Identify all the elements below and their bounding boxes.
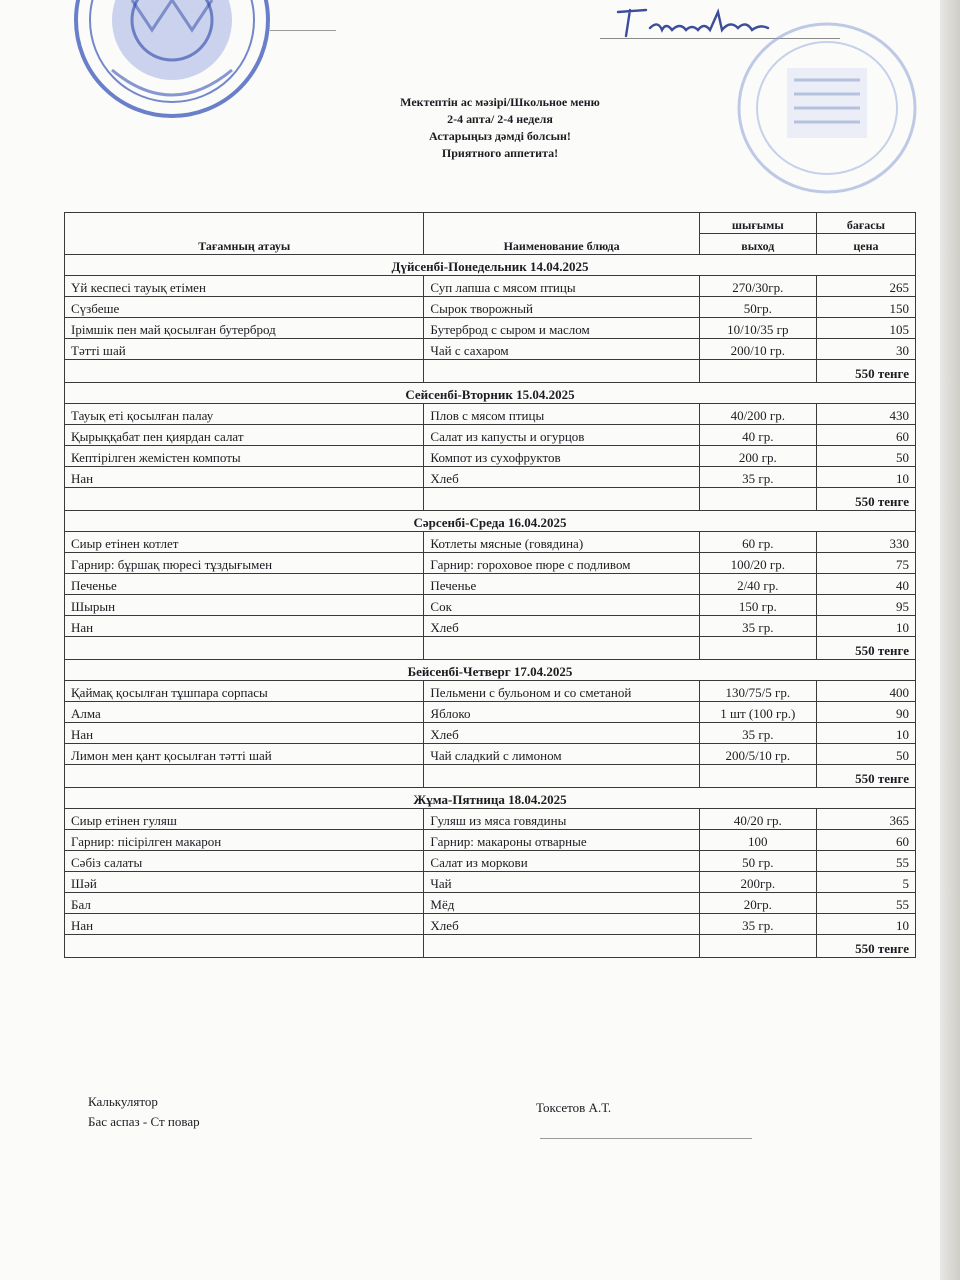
dish-price: 430 [816,404,915,425]
dish-output: 40/200 гр. [699,404,816,425]
dish-name-kz: Нан [65,914,424,935]
dish-output: 20гр. [699,893,816,914]
dish-price: 10 [816,723,915,744]
dish-name-kz: Алма [65,702,424,723]
header-wish-ru: Приятного аппетита! [441,146,559,160]
dish-name-ru: Яблоко [424,702,699,723]
dish-name-kz: Гарнир: пісірілген макарон [65,830,424,851]
dish-name-kz: Тәтті шай [65,339,424,360]
table-row [65,681,916,702]
table-row [65,744,916,765]
table-row [65,830,916,851]
dish-price: 90 [816,702,915,723]
dish-price: 50 [816,446,915,467]
dish-name-kz: Печенье [65,574,424,595]
empty-cell [65,765,424,788]
dish-name-ru: Плов с мясом птицы [424,404,699,425]
dish-price: 400 [816,681,915,702]
table-row [65,276,916,297]
dish-name-kz: Нан [65,467,424,488]
dish-name-kz: Сиыр етінен гуляш [65,809,424,830]
empty-cell [699,637,816,660]
dish-output: 10/10/35 гр [699,318,816,339]
dish-name-ru: Печенье [424,574,699,595]
dish-price: 60 [816,425,915,446]
col-header-price-kz: бағасы [816,213,915,234]
dish-name-ru: Компот из сухофруктов [424,446,699,467]
empty-cell [65,935,424,958]
dish-name-ru: Суп лапша с мясом птицы [424,276,699,297]
dish-price: 365 [816,809,915,830]
dish-output: 270/30гр. [699,276,816,297]
dish-price: 50 [816,744,915,765]
empty-cell [65,488,424,511]
dish-name-ru: Салат из моркови [424,851,699,872]
day-total: 550 тенге [816,637,915,660]
dish-output: 35 гр. [699,467,816,488]
day-total: 550 тенге [816,935,915,958]
dish-name-ru: Салат из капусты и огурцов [424,425,699,446]
dish-output: 200 гр. [699,446,816,467]
dish-name-ru: Чай сладкий с лимоном [424,744,699,765]
empty-cell [424,935,699,958]
dish-price: 40 [816,574,915,595]
dish-output: 1 шт (100 гр.) [699,702,816,723]
table-row [65,553,916,574]
table-row [65,532,916,553]
dish-name-ru: Хлеб [424,914,699,935]
table-row [65,616,916,637]
dish-name-kz: Сүзбеше [65,297,424,318]
day-total: 550 тенге [816,765,915,788]
header-week: 2-4 апта/ 2-4 неделя [447,112,553,126]
col-header-output-ru: выход [699,234,816,255]
dish-name-kz: Ірімшік пен май қосылған бутерброд [65,318,424,339]
dish-name-ru: Пельмени с бульоном и со сметаной [424,681,699,702]
dish-name-kz: Бал [65,893,424,914]
dish-name-ru: Хлеб [424,467,699,488]
dish-price: 5 [816,872,915,893]
day-heading: Сейсенбі-Вторник 15.04.2025 [65,383,916,404]
table-row [65,851,916,872]
dish-name-ru: Чай [424,872,699,893]
table-row [65,723,916,744]
table-row [65,702,916,723]
table-row [65,425,916,446]
dish-output: 130/75/5 гр. [699,681,816,702]
total-row [65,935,916,958]
dish-name-ru: Чай с сахаром [424,339,699,360]
dish-name-ru: Котлеты мясные (говядина) [424,532,699,553]
menu-header [260,94,740,162]
dish-output: 40/20 гр. [699,809,816,830]
official-seal-stamp [72,0,272,130]
day-heading: Бейсенбі-Четверг 17.04.2025 [65,660,916,681]
dish-name-ru: Сок [424,595,699,616]
dish-price: 30 [816,339,915,360]
dish-name-ru: Гуляш из мяса говядины [424,809,699,830]
menu-table [64,212,916,958]
total-row [65,637,916,660]
dish-name-kz: Қырыққабат пен қиярдан салат [65,425,424,446]
dish-name-ru: Бутерброд с сыром и маслом [424,318,699,339]
dish-price: 75 [816,553,915,574]
footer-roles [88,1092,200,1132]
empty-cell [65,637,424,660]
page-edge [940,0,960,1280]
decorative-line [270,30,336,31]
dish-price: 10 [816,616,915,637]
dish-name-kz: Қаймақ қосылған тұшпара сорпасы [65,681,424,702]
day-heading: Сәрсенбі-Среда 16.04.2025 [65,511,916,532]
total-row [65,765,916,788]
dish-price: 55 [816,851,915,872]
dish-output: 200гр. [699,872,816,893]
day-heading: Дүйсенбі-Понедельник 14.04.2025 [65,255,916,276]
dish-price: 60 [816,830,915,851]
day-heading: Жұма-Пятница 18.04.2025 [65,788,916,809]
dish-output: 2/40 гр. [699,574,816,595]
table-row [65,467,916,488]
table-row [65,404,916,425]
table-row [65,914,916,935]
table-row [65,339,916,360]
table-row [65,318,916,339]
table-row [65,574,916,595]
empty-cell [424,637,699,660]
empty-cell [65,360,424,383]
day-total: 550 тенге [816,488,915,511]
col-header-kz: Тағамның атауы [65,213,424,255]
dish-name-kz: Нан [65,616,424,637]
footer-role-calculator: Калькулятор [88,1094,158,1109]
empty-cell [424,488,699,511]
header-wish-kz: Астарыңыз дәмді болсын! [429,129,571,143]
dish-name-kz: Сиыр етінен котлет [65,532,424,553]
dish-name-kz: Сәбіз салаты [65,851,424,872]
dish-output: 200/5/10 гр. [699,744,816,765]
dish-output: 40 гр. [699,425,816,446]
empty-cell [699,360,816,383]
dish-output: 100 [699,830,816,851]
dish-price: 55 [816,893,915,914]
dish-name-kz: Тауық еті қосылған палау [65,404,424,425]
dish-name-ru: Хлеб [424,616,699,637]
table-row [65,446,916,467]
day-total: 550 тенге [816,360,915,383]
dish-name-kz: Шырын [65,595,424,616]
dish-name-kz: Гарнир: бұршақ пюресі тұздығымен [65,553,424,574]
footer-signature-line [540,1138,752,1139]
header-title: Мектептін ас мәзірі/Школьное меню [400,95,600,109]
dish-name-kz: Нан [65,723,424,744]
footer-chef-name: Токсетов А.Т. [536,1100,612,1115]
total-row [65,488,916,511]
empty-cell [699,488,816,511]
dish-name-ru: Мёд [424,893,699,914]
col-header-ru: Наименование блюда [424,213,699,255]
dish-output: 200/10 гр. [699,339,816,360]
col-header-price-ru: цена [816,234,915,255]
empty-cell [699,935,816,958]
dish-price: 330 [816,532,915,553]
table-row [65,297,916,318]
dish-output: 35 гр. [699,616,816,637]
empty-cell [699,765,816,788]
faded-stamp [732,18,922,198]
dish-name-kz: Лимон мен қант қосылған тәтті шай [65,744,424,765]
dish-name-ru: Гарнир: макароны отварные [424,830,699,851]
dish-price: 150 [816,297,915,318]
dish-price: 95 [816,595,915,616]
dish-name-kz: Шәй [65,872,424,893]
dish-name-kz: Үй кеспесі тауық етімен [65,276,424,297]
dish-output: 100/20 гр. [699,553,816,574]
menu-table-body [65,255,916,958]
dish-price: 10 [816,914,915,935]
dish-output: 50 гр. [699,851,816,872]
table-row [65,872,916,893]
dish-name-ru: Сырок творожный [424,297,699,318]
col-header-output-kz: шығымы [699,213,816,234]
dish-output: 35 гр. [699,914,816,935]
dish-output: 50гр. [699,297,816,318]
footer-role-chef: Бас аспаз - Ст повар [88,1114,200,1129]
table-row [65,809,916,830]
dish-name-ru: Хлеб [424,723,699,744]
dish-price: 105 [816,318,915,339]
table-row [65,595,916,616]
dish-name-kz: Кептірілген жемістен компоты [65,446,424,467]
empty-cell [424,360,699,383]
dish-price: 265 [816,276,915,297]
dish-name-ru: Гарнир: гороховое пюре с подливом [424,553,699,574]
empty-cell [424,765,699,788]
dish-output: 150 гр. [699,595,816,616]
table-row [65,893,916,914]
total-row [65,360,916,383]
dish-output: 60 гр. [699,532,816,553]
dish-price: 10 [816,467,915,488]
dish-output: 35 гр. [699,723,816,744]
